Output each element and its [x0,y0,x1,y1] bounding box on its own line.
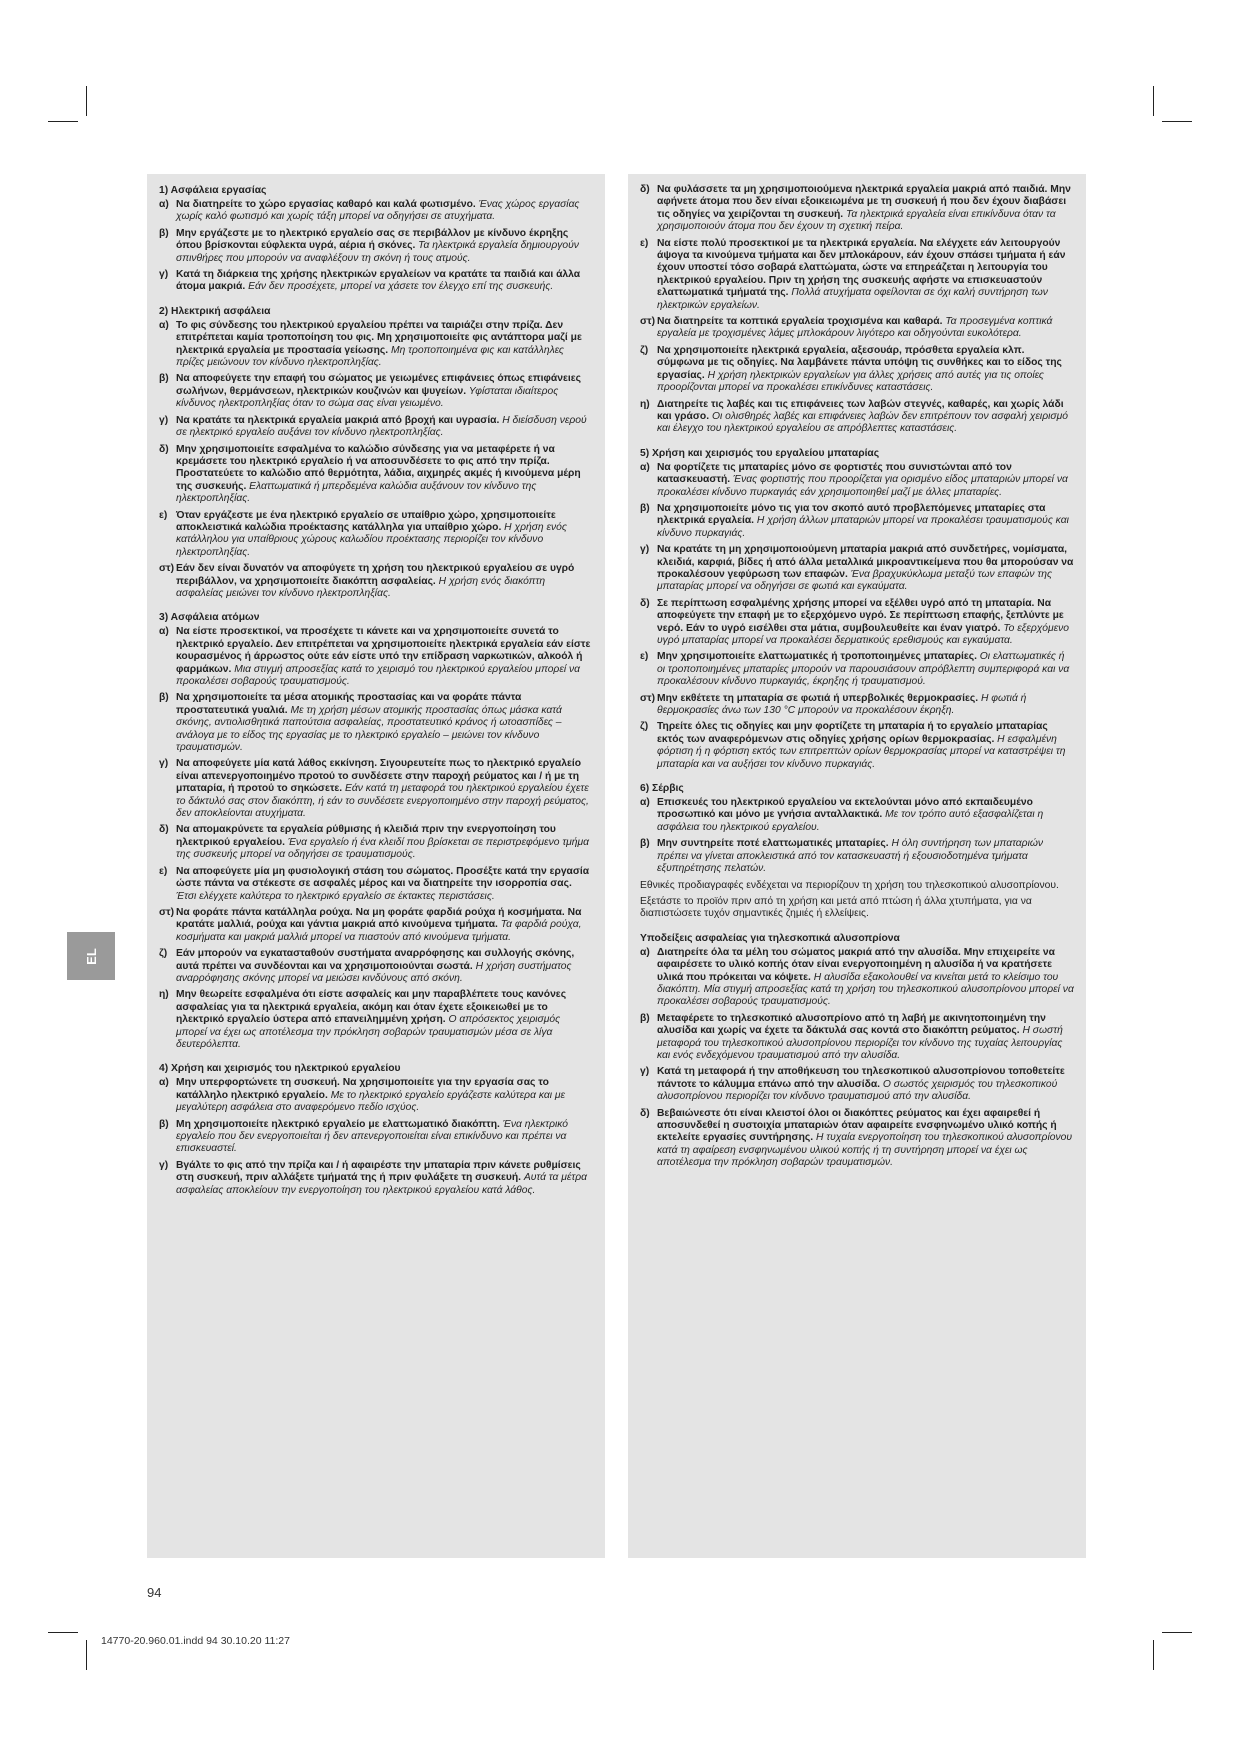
item-instruction: Μην εργάζεστε με το ηλεκτρικό εργαλείο σας σε περιβάλλον με κίνδυνο έκρηξης όπου βρίσκονται εύφλεκτα υγρά, αέρια ή σκόνες. [176,227,569,252]
item-instruction: Να φορτίζετε τις μπαταρίες μόνο σε φορτιστές που συνιστώνται από τον κατασκευαστή. [657,461,1012,486]
item-label: ζ) [640,344,649,356]
section-heading: 1) Ασφάλεια εργασίας [159,185,267,196]
item-explanation: Υφίσταται ιδιαίτερος κίνδυνος ηλεκτροπληξίας όταν το σώμα σας είναι γειωμένο. [176,385,559,410]
item-text [176,626,593,688]
crop-mark [48,121,78,122]
item-explanation: Η όλη συντήρηση των μπαταριών πρέπει να γίνεται αποκλειστικά από τον κατασκευαστή ή εξουσιοδοτημένα τμήματα εξυπηρέτησης πελατών. [657,838,1044,875]
item-text [176,1119,593,1156]
item-instruction: Να αποφεύγετε μία κατά λάθος εκκίνηση. Σιγουρευτείτε πως το ηλεκτρικό εργαλείο είναι απενεργοποιημένο προτού το συνδέσετε στην παροχή ρεύματος και / ή με τη μπαταρία, ή προτού το σηκώσετε. [176,758,581,795]
item-explanation: Με το ηλεκτρικό εργαλείο εργάζεστε καλύτερα και με μεγαλύτερη ασφάλεια στο αναφερόμενο πεδίο ισχύος. [176,1089,566,1114]
safety-section [640,932,1074,1170]
item-text [657,399,1074,436]
crop-mark [1153,86,1154,116]
item-label: β) [159,692,169,704]
item-text [176,866,593,903]
item-instruction: Να χρησιμοποιείτε μόνο τις για τον σκοπό αυτό προβλεπόμενες μπαταρίες στα ηλεκτρικά εργαλεία. [657,502,1046,527]
item-instruction: Μην εκθέτετε τη μπαταρία σε φωτιά ή υπερβολικές θερμοκρασίες. [657,692,981,704]
safety-item [640,503,1074,540]
section-heading: Υποδείξεις ασφαλείας για τηλεσκοπικά αλυσοπρίονα [640,932,900,944]
crop-mark [48,1632,78,1633]
item-label: α) [159,626,169,638]
item-label: α) [640,946,650,958]
note-paragraph: Εθνικές προδιαγραφές ενδέχεται να περιορίζουν τη χρήση του τηλεσκοπικού αλυσοπρίονου. [640,879,1059,891]
item-explanation: Ένας χώρος εργασίας χωρίς καλό φωτισμό και χωρίς τάξη μπορεί να οδηγήσει σε ατυχήματα. [176,199,580,223]
item-instruction: Να διατηρείτε το χώρο εργασίας καθαρό και καλά φωτισμένο. [176,199,479,210]
item-instruction: Να φοράτε πάντα κατάλληλα ρούχα. Να μη φοράτε φαρδιά ρούχα ή κοσμήματα. Να κρατάτε μαλλιά, ρούχα και γάντια μακριά από κινούμενα τμήματα. [176,906,582,931]
item-explanation: Ένα ηλεκτρικό εργαλείο που δεν ενεργοποιείται ή δεν απενεργοποιείται είναι επικίνδυνο και πρέπει να επισκευαστεί. [176,1118,569,1155]
safety-item [159,320,593,370]
item-label: στ) [159,906,175,918]
crop-mark [1153,1640,1154,1670]
item-text [657,503,1074,540]
item-explanation: Η χρήση άλλων μπαταριών μπορεί να προκαλέσει τραυματισμούς και κίνδυνο πυρκαγιάς. [657,515,1069,539]
item-label: α) [640,797,650,809]
safety-item [159,415,593,440]
item-text [657,184,1074,234]
item-instruction: Να κρατάτε τη μη χρησιμοποιούμενη μπαταρία μακριά από συνδετήρες, νομίσματα, κλειδιά, καρφιά, βίδες ή από άλλα μεταλλικά μικροαντικείμενα που θα μπορούσαν να προκαλέσουν γεφύρωση των επαφών. [657,544,1074,580]
item-instruction: Μην συντηρείτε ποτέ ελαττωματικές μπαταρίες. [657,838,892,850]
safety-item [640,693,1074,718]
item-text [176,1160,593,1197]
item-label: β) [640,838,650,850]
item-label: ε) [159,509,168,521]
safety-item [640,1013,1074,1063]
item-instruction: Να είστε πολύ προσεκτικοί με τα ηλεκτρικά εργαλεία. Να ελέγχετε εάν λειτουργούν άψογα τα κινούμενα τμήματα και δεν μπλοκάρουν, εάν έχουν σπάσει τμήματα ή εάν έχουν υποστεί τόσο σοβαρά ελαττώματα, ώστε να επηρεάζεται η λειτουργία του ηλεκτρικού εργαλείου. Πριν τη χρήση της συσκευής αφήστε να επισκευαστούν ελαττωματικά τμήματά της. [657,237,1066,299]
item-explanation: Τα ηλεκτρικά εργαλεία δημιουργούν σπινθήρες που μπορούν να αναφλέξουν τη σκόνη ή τους ατμούς. [176,240,579,264]
item-instruction: Κατά τη διάρκεια της χρήσης ηλεκτρικών εργαλείων να κρατάτε τα παιδιά και άλλα άτομα μακριά. [176,269,581,293]
item-text [657,947,1074,1009]
item-label: δ) [640,597,650,609]
safety-item [640,651,1074,688]
item-label: η) [159,989,169,1001]
item-label: γ) [159,758,169,770]
right-column [628,174,1086,1558]
safety-section [640,447,1074,771]
item-label: β) [159,373,169,385]
item-explanation: Μη τροποποιημένα φις και κατάλληλες πρίζες μειώνουν τον κίνδυνο ηλεκτροπληξίας. [176,344,564,369]
safety-item [640,345,1074,395]
item-text [657,693,1074,718]
item-label: α) [640,461,650,473]
item-label: δ) [640,184,650,195]
item-explanation: Τα φαρδιά ρούχα, κοσμήματα και μακριά μαλλιά μπορεί να πιαστούν από κινούμενα τμήματα. [176,919,582,943]
item-label: ε) [640,651,649,663]
item-explanation: Εάν κατά τη μεταφορά του ηλεκτρικού εργαλείου έχετε το δάκτυλό σας στον διακόπτη, ή εάν το συνδέσετε ενεργοποιημένο στην παροχή ρεύματος, δεν αποκλείονται ατυχήματα. [176,783,589,820]
item-text [176,989,593,1051]
item-label: γ) [640,1066,650,1078]
item-text [176,415,593,440]
item-text [176,1077,593,1114]
crop-mark [1162,1632,1192,1633]
item-text [657,345,1074,395]
safety-item [640,1066,1074,1103]
safety-item [640,184,1074,234]
item-instruction: Επισκευές του ηλεκτρικού εργαλείου να εκτελούνται μόνο από εκπαιδευμένο προσωπικό και μόνο με γνήσια ανταλλακτικά. [657,797,1033,821]
safety-item [159,692,593,754]
item-label: γ) [159,1159,169,1171]
item-instruction: Να χρησιμοποιείτε ηλεκτρικά εργαλεία, αξεσουάρ, πρόσθετα εργαλεία κλπ. σύμφωνα με τις οδηγίες. Να λαμβάνετε πάντα υπόψη τις συνθήκες και το είδος της εργασίας. [657,344,1062,381]
safety-item [159,907,593,944]
item-explanation: Η φωτιά ή θερμοκρασίες άνω των 130 °C μπορούν να προκαλέσουν έκρηξη. [657,692,1027,717]
item-text [657,838,1074,875]
item-text [176,269,593,294]
item-instruction: Μην χρησιμοποιείτε εσφαλμένα το καλώδιο σύνδεσης για να μεταφέρετε ή να κρεμάσετε του ηλεκτρικό εργαλείο ή να αποσυνδέσετε το φις από την πρίζα. Προστατεύετε το καλώδιο από θερμότητα, λάδια, αιχμηρές ακμές ή κινούμενα μέρη της συσκευής. [176,443,581,492]
safety-item [640,399,1074,436]
item-label: β) [159,1118,169,1130]
safety-item [640,598,1074,648]
print-footer: 14770-20.960.01.indd 94 30.10.20 11:27 [101,1635,290,1647]
safety-item [159,948,593,985]
item-instruction: Κατά τη μεταφορά ή την αποθήκευση του τηλεσκοπικού αλυσοπρίονου τοποθετείτε πάντοτε το κάλυμμα επάνω από την αλυσίδα. [657,1066,1065,1090]
item-explanation: Ένα βραχυκύκλωμα μεταξύ των επαφών της μπαταρίας μπορεί να οδηγήσει σε φωτιά και εγκαύματα. [657,568,1053,593]
item-label: δ) [640,1107,650,1119]
safety-item [640,947,1074,1009]
item-explanation: Οι ελαττωματικές ή οι τροποποιημένες μπαταρίες μπορούν να παρουσιάσουν απρόβλεπτη συμπεριφορά και να προκαλέσουν κίνδυνο πυρκαγιάς, έκρηξης ή τραυματισμού. [657,651,1070,688]
item-explanation: Οι ολισθηρές λαβές και επιφάνειες λαβών δεν επιτρέπουν τον ασφαλή χειρισμό και έλεγχο του ηλεκτρικού εργαλείου σε απρόβλεπτες καταστάσεις. [657,410,1068,435]
item-instruction: Διατηρείτε όλα τα μέλη του σώματος μακριά από την αλυσίδα. Μην επιχειρείτε να αφαιρέσετε το υλικό κοπής όταν είναι ενεργοποιημένη η αλυσίδα ή να κρατήσετε υλικά που πρόκειται να κόψετε. [657,946,1055,983]
item-text [657,1066,1074,1103]
item-explanation: Η εσφαλμένη φόρτιση ή η φόρτιση εκτός των επιτρεπτών ορίων θερμοκρασίας μπορεί να καταστρέψει τη μπαταρία και να αυξήσει τον κίνδυνο πυρκαγιάς. [657,733,1066,770]
item-label: δ) [159,443,169,455]
item-explanation: Τα ηλεκτρικά εργαλεία είναι επικίνδυνα όταν τα χρησιμοποιούν άτομα που δεν έχουν τη σχετική πείρα. [657,208,1056,233]
item-explanation: Τα προσεγμένα κοπτικά εργαλεία με τροχισμένες λάμες μπλοκάρουν λιγότερο και οδηγούνται ευκολότερα. [657,316,1053,340]
item-text [176,228,593,265]
item-text [176,199,593,224]
item-instruction: Το φις σύνδεσης του ηλεκτρικού εργαλείου πρέπει να ταιριάζει στην πρίζα. Δεν επιτρέπεται καμία τροποποίηση του φις. Μη χρησιμοποιείτε φις αντάπτορα μαζί με ηλεκτρικά εργαλεία με προστασία γείωσης. [176,319,582,356]
item-label: α) [159,1077,169,1089]
item-instruction: Να απομακρύνετε τα εργαλεία ρύθμισης ή κλειδιά πριν την ενεργοποίηση του ηλεκτρικού εργαλείου. [176,824,556,848]
item-instruction: Μην υπερφορτώνετε τη συσκευή. Να χρησιμοποιείτε για την εργασία σας το κατάλληλο ηλεκτρικό εργαλείο. [176,1077,549,1101]
crop-mark [1162,121,1192,122]
safety-item [640,838,1074,875]
item-explanation: Η τυχαία ενεργοποίηση του τηλεσκοπικού αλυσοπρίονου κατά τη αφαίρεση ενσφηνωμένου υλικού κοπής ή τη συντήρηση μπορεί να έχει ως αποτέλεσμα την πρόκληση σοβαρών τραυματισμών. [657,1132,1073,1169]
safety-item [159,510,593,560]
item-instruction: Να αποφεύγετε μία μη φυσιολογική στάση του σώματος. Προσέξτε κατά την εργασία ώστε πάντα να στέκεστε σε ασφαλές μέρος και να διατηρείτε την ισορροπία σας. [176,865,590,890]
crop-mark [86,86,87,116]
item-label: ζ) [640,721,649,733]
safety-item [640,238,1074,312]
item-text [657,1013,1074,1063]
item-text [176,320,593,370]
item-explanation: Η χρήση συστήματος αναρρόφησης σκόνης μπορεί να μειώσει κινδύνους από σκόνη. [176,960,572,984]
safety-section [640,782,1074,921]
item-label: γ) [640,544,650,556]
item-label: β) [640,502,650,514]
item-instruction: Διατηρείτε τις λαβές και τις επιφάνειες των λαβών στεγνές, καθαρές, και χωρίς λάδι και γράσο. [657,398,1064,422]
item-explanation: Έτσι ελέγχετε καλύτερα το ηλεκτρικό εργαλείο σε έκτακτες περιστάσεις. [176,890,495,902]
safety-item [640,544,1074,594]
item-instruction: Μην θεωρείτε εσφαλμένα ότι είστε ασφαλείς και μην παραβλέπετε τους κανόνες ασφαλείας για τα ηλεκτρικά εργαλεία, ακόμη και όταν έχετε εξοικειωθεί με το ηλεκτρικό εργαλείο ύστερα από επανειλημμένη χρήση. [176,989,567,1026]
safety-item [159,563,593,600]
safety-item [640,797,1074,834]
safety-section [159,611,593,1051]
safety-section [640,184,1074,436]
item-instruction: Μη χρησιμοποιείτε ηλεκτρικό εργαλείο με ελαττωματικό διακόπτη. [176,1118,503,1130]
item-explanation: Η χρήση ηλεκτρικών εργαλείων για άλλες χρήσεις από αυτές για τις οποίες προορίζονται μπορεί να προκαλέσει επικίνδυνες καταστάσεις. [657,369,1044,394]
item-text [176,563,593,600]
item-text [176,824,593,861]
item-text [657,598,1074,648]
item-instruction: Βεβαιώνεστε ότι είναι κλειστοί όλοι οι διακόπτες ρεύματος και έχει αφαιρεθεί ή αποσυνδεθεί η συστοιχία μπαταριών όταν αφαιρείτε ενσφηνωμένο υλικό κοπής ή εκτελείτε εργασίες συντήρησης. [657,1107,1057,1144]
item-explanation: Η αλυσίδα εξακολουθεί να κινείται μετά το κλείσιμο του διακόπτη. Μία στιγμή απροσεξίας κατά τη χρήση του τηλεσκοπικού αλυσοπρίονου μπορεί να προκαλέσει σοβαρούς τραυματισμούς. [657,971,1074,1008]
item-label: β) [159,227,169,239]
item-explanation: Ένα εργαλείο ή ένα κλειδί που βρίσκεται σε περιστρεφόμενο τμήμα της συσκευής μπορεί να οδηγήσει σε τραυματισμούς. [176,836,590,861]
item-explanation: Ελαττωματικά ή μπερδεμένα καλώδια αυξάνουν τον κίνδυνο της ηλεκτροπληξίας. [176,480,537,505]
safety-item [159,866,593,903]
item-explanation: Με τη χρήση μέσων ατομικής προστασίας όπως μάσκα κατά σκόνης, αντιολισθητικά παπούτσια ασφαλείας, προστατευτικό κράνος ή ωτοασπίδες – ανάλογα με το είδος της εργασίας με το ηλεκτρικό εργαλείο – μειώνει τον κίνδυνο τραυματισμών. [176,704,562,754]
safety-item [159,199,593,224]
safety-item [159,1077,593,1114]
item-text [176,444,593,506]
item-label: ζ) [159,948,168,960]
safety-item [159,824,593,861]
safety-item [159,373,593,410]
safety-item [159,758,593,820]
safety-item [159,989,593,1051]
crop-mark [86,1640,87,1670]
safety-item [159,1160,593,1197]
item-label: γ) [159,414,169,426]
item-instruction: Μεταφέρετε το τηλεσκοπικό αλυσοπρίονο από τη λαβή με ακινητοποιημένη την αλυσίδα και χωρίς να έχετε τα δάκτυλά σας κοντά στο διακόπτη ρεύματος. [657,1012,1046,1037]
item-explanation: Πολλά ατυχήματα οφείλονται σε όχι καλή συντήρηση των ηλεκτρικών εργαλείων. [657,287,1048,311]
item-label: γ) [159,269,169,281]
item-text [176,907,593,944]
item-label: α) [159,319,169,331]
section-heading: 6) Σέρβις [640,783,684,795]
item-explanation: Ένας φορτιστής που προορίζεται για ορισμένο είδος μπαταριών μπορεί να προκαλέσει κίνδυνο πυρκαγιάς εάν χρησιμοποιηθεί μαζί με άλλες μπαταρίες. [657,474,1068,498]
safety-item [159,228,593,265]
item-text [176,948,593,985]
item-label: η) [640,398,650,410]
item-label: στ) [159,563,175,575]
item-text [176,510,593,560]
safety-item [640,462,1074,499]
item-instruction: Να φυλάσσετε τα μη χρησιμοποιούμενα ηλεκτρικά εργαλεία μακριά από παιδιά. Μην αφήνετε άτομα που δεν είναι εξοικειωμένα με τη συσκευή ή που δεν έχουν διαβάσει τις οδηγίες να χειρίζονται τη συσκευή. [657,184,1071,220]
language-tab: EL [67,932,115,980]
safety-item [159,444,593,506]
item-text [657,238,1074,312]
safety-item [640,316,1074,341]
item-explanation: Η διείσδυση νερού σε ηλεκτρικό εργαλείο αυξάνει τον κίνδυνο ηλεκτροπληξίας. [176,414,587,439]
item-label: στ) [640,316,656,328]
item-text [657,1108,1074,1170]
safety-section [159,184,593,294]
page-number: 94 [147,1585,162,1600]
item-instruction: Να είστε προσεκτικοί, να προσέχετε τι κάνετε και να χρησιμοποιείτε συνετά το ηλεκτρικό εργαλείο. Δεν επιτρέπεται να χρησιμοποιείτε ηλεκτρικά εργαλεία εάν είστε κουρασμένος ή άρρωστος ούτε εάν είστε υπό την επίδραση ναρκωτικών, αλκοόλ ή φαρμάκων. [176,626,591,675]
left-column [147,174,605,1558]
item-text [657,544,1074,594]
item-explanation: Η σωστή μεταφορά του τηλεσκοπικού αλυσοπρίονου περιορίζει τον κίνδυνο της τυχαίας λειτουργίας και ενός ενδεχόμενου τραυματισμού από την αλυσίδα. [657,1025,1063,1061]
item-instruction: Να κρατάτε τα ηλεκτρικά εργαλεία μακριά από βροχή και υγρασία. [176,414,503,426]
safety-item [640,1108,1074,1170]
item-instruction: Εάν δεν είναι δυνατόν να αποφύγετε τη χρήση του ηλεκτρικού εργαλείου σε υγρό περιβάλλον, να χρησιμοποιείτε διακόπτη ασφαλείας. [176,563,575,587]
safety-item [159,626,593,688]
item-label: β) [640,1012,650,1024]
section-heading: 4) Χρήση και χειρισμός του ηλεκτρικού εργαλείου [159,1063,401,1075]
item-text [176,373,593,410]
item-text [657,316,1074,341]
item-instruction: Όταν εργάζεστε με ένα ηλεκτρικό εργαλείο σε υπαίθριο χώρο, χρησιμοποιείτε αποκλειστικά καλώδια προέκτασης κατάλληλα για υπαίθριο χώρο. [176,509,556,533]
item-explanation: Με τον τρόπο αυτό εξασφαλίζεται η ασφάλεια του ηλεκτρικού εργαλείου. [657,809,1044,833]
item-explanation: Ο απρόσεκτος χειρισμός μπορεί να έχει ως αποτέλεσμα την πρόκληση σοβαρών τραυματισμών μέσα σε λίγα δευτερόλεπτα. [176,1014,561,1050]
item-explanation: Εάν δεν προσέχετε, μπορεί να χάσετε τον έλεγχο επί της συσκευής. [248,281,554,293]
item-label: δ) [159,824,169,836]
item-text [176,692,593,754]
item-instruction: Εάν μπορούν να εγκατασταθούν συστήματα αναρρόφησης και συλλογής σκόνης, αυτά πρέπει να συνδέονται και να χρησιμοποιούνται σωστά. [176,948,575,972]
item-text [657,797,1074,834]
item-instruction: Σε περίπτωση εσφαλμένης χρήσης μπορεί να εξέλθει υγρό από τη μπαταρία. Να αποφεύγετε την επαφή με το εξερχόμενο υγρό. Σε περίπτωση επαφής, ξεπλύντε με νερό. Εάν το υγρό εισέλθει στα μάτια, συμβουλευθείτε και έναν γιατρό. [657,597,1064,634]
section-heading: 3) Ασφάλεια ατόμων [159,612,260,624]
item-instruction: Να χρησιμοποιείτε τα μέσα ατομικής προστασίας και να φοράτε πάντα προστατευτικά γυαλιά. [176,692,522,716]
safety-section [159,305,593,601]
section-heading: 5) Χρήση και χειρισμός του εργαλείου μπαταρίας [640,447,880,459]
safety-section [159,1062,593,1197]
item-explanation: Η χρήση ενός κατάλληλου για υπαίθριους χώρους καλωδίου προέκτασης περιορίζει τον κίνδυνο ηλεκτροπληξίας. [176,521,567,558]
note-paragraph: Εξετάστε το προϊόν πριν από τη χρήση και μετά από πτώση ή άλλα χτυπήματα, για να διαπιστώσετε τυχόν σημαντικές ζημιές ή ελλείψεις. [640,895,1032,920]
item-label: ε) [159,865,168,877]
item-text [176,758,593,820]
item-explanation: Αυτά τα μέτρα ασφαλείας αποκλείουν την ενεργοποίηση του ηλεκτρικού εργαλείου κατά λάθος. [176,1172,588,1196]
item-text [657,651,1074,688]
item-instruction: Βγάλτε το φις από την πρίζα και / ή αφαιρέστε την μπαταρία πριν κάνετε ρυθμίσεις στη συσκευή, πριν αλλάξετε τμήματά της ή πριν φυλάξετε τη συσκευή. [176,1159,581,1184]
item-explanation: Η χρήση ενός διακόπτη ασφαλείας μειώνει τον κίνδυνο ηλεκτροπληξίας. [176,575,546,599]
safety-item [640,721,1074,771]
item-text [657,721,1074,771]
item-instruction: Να αποφεύγετε την επαφή του σώματος με γειωμένες επιφάνειες όπως επιφάνειες σωλήνων, θερμάνσεων, ηλεκτρικών κουζινών και ψυγείων. [176,373,581,397]
item-instruction: Να διατηρείτε τα κοπτικά εργαλεία τροχισμένα και καθαρά. [657,316,946,328]
item-explanation: Ο σωστός χειρισμός του τηλεσκοπικού αλυσοπρίονου περιορίζει τον κίνδυνο τραυματισμού από την αλυσίδα. [657,1078,1058,1103]
section-heading: 2) Ηλεκτρική ασφάλεια [159,305,271,317]
safety-item [159,269,593,294]
item-instruction: Μην χρησιμοποιείτε ελαττωματικές ή τροποποιημένες μπαταρίες. [657,651,980,663]
safety-item [159,1119,593,1156]
item-text [657,462,1074,499]
item-label: ε) [640,237,649,249]
item-label: α) [159,199,169,210]
item-label: στ) [640,692,656,704]
item-instruction: Τηρείτε όλες τις οδηγίες και μην φορτίζετε τη μπαταρία ή το εργαλείο μπαταρίας εκτός των αναφερόμενων στις οδηγίες χρήσης ορίων θερμοκρασίας. [657,721,1048,745]
item-explanation: Μια στιγμή απροσεξίας κατά το χειρισμό του ηλεκτρικού εργαλείου μπορεί να προκαλέσει σοβαρούς τραυματισμούς. [176,663,581,687]
item-explanation: Το εξερχόμενο υγρό μπαταρίας μπορεί να προκαλέσει δερματικούς ερεθισμούς και εγκαύματα. [657,622,1070,646]
